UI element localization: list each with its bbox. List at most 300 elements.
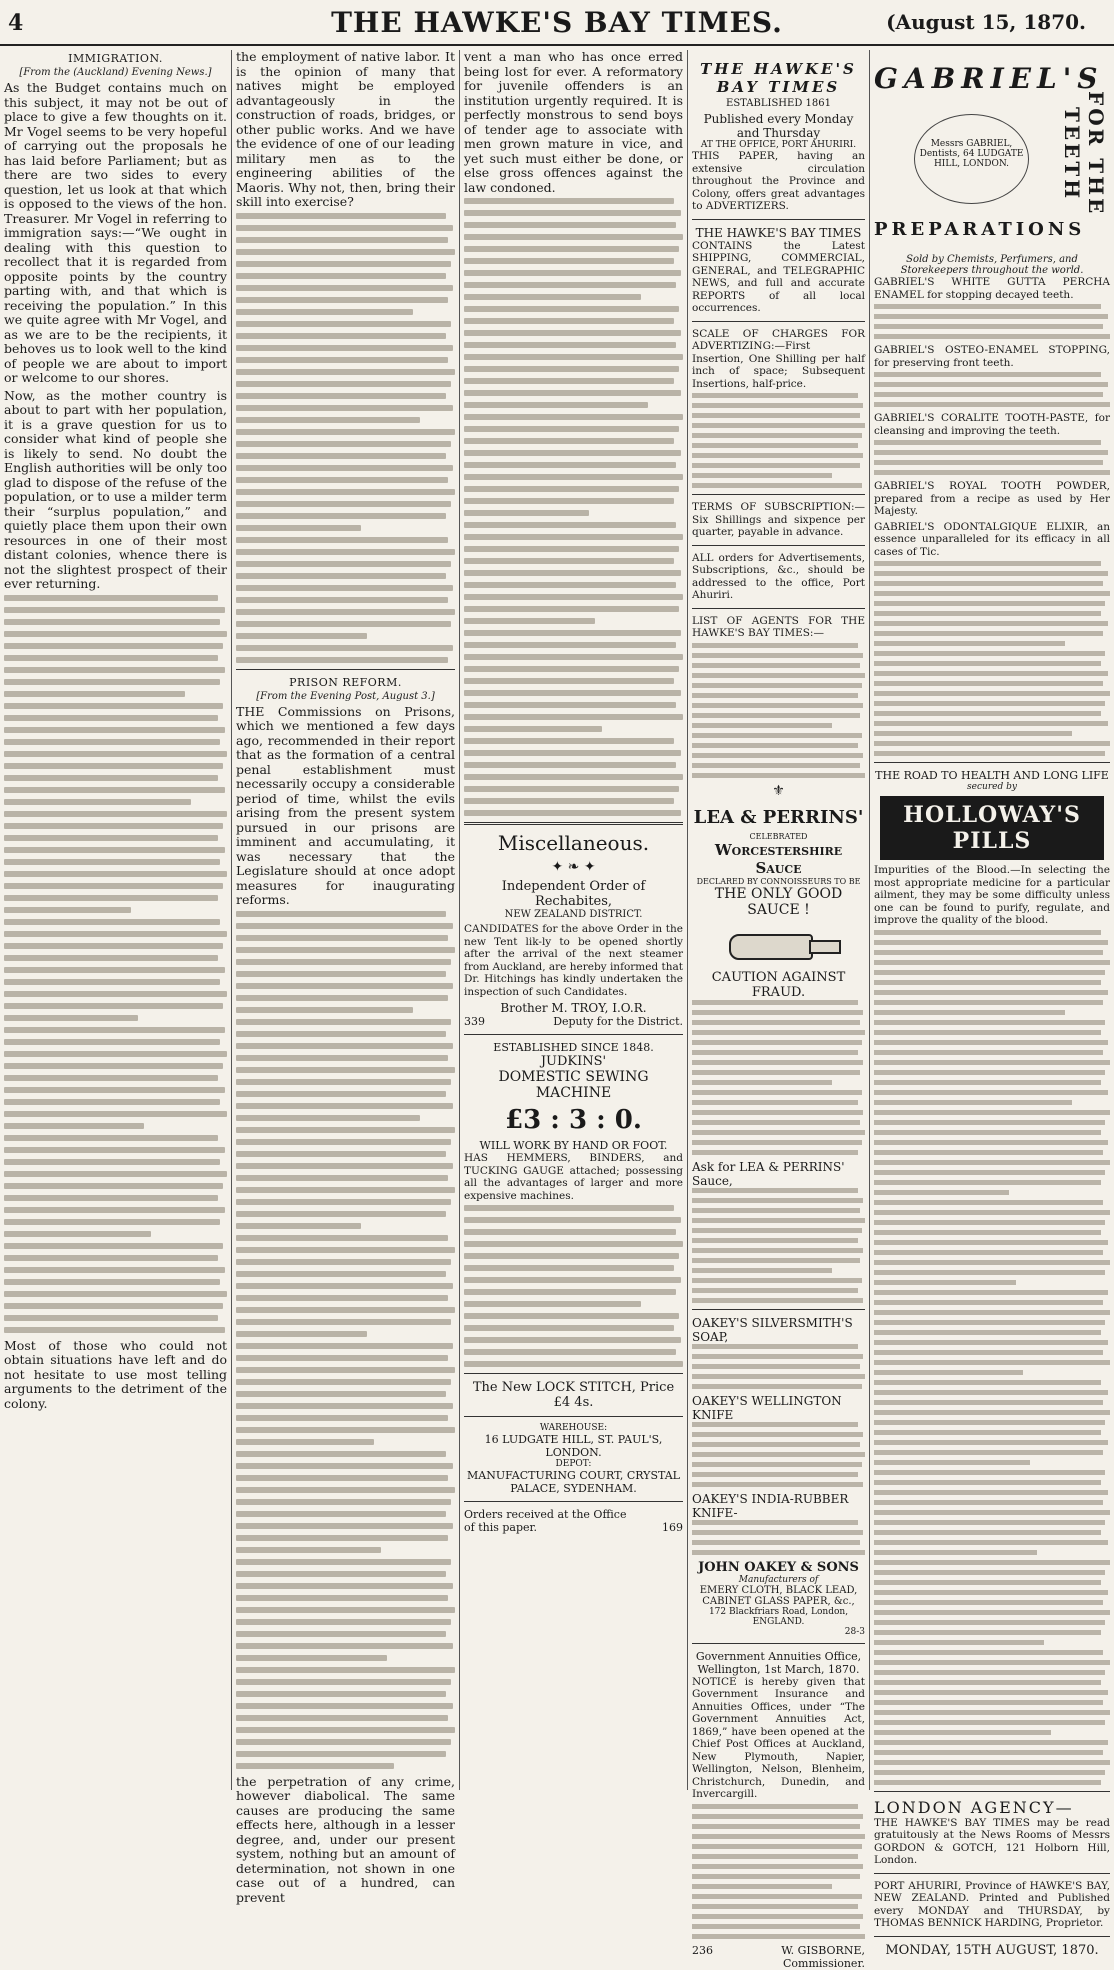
text-line-filler	[236, 393, 446, 399]
text-line-filler	[4, 967, 225, 973]
text-line-filler	[874, 382, 1108, 387]
text-line-filler	[464, 762, 676, 768]
text-line-filler	[874, 1210, 1110, 1215]
text-line-filler	[874, 1080, 1101, 1085]
article-paragraph: vent a man who has once erred being lost for ever. A reformatory for juvenile offenders is an institution urgently required. It is perfectly monstrous to send boys of tender age to associate with men grown mature in vice, and yet such must either be done, or else gross offences against the law condoned.	[464, 49, 683, 195]
text-line-filler	[874, 1770, 1105, 1775]
ad-oakey-firm: JOHN OAKEY & SONS	[698, 1559, 859, 1575]
holloway-secured: secured by	[967, 782, 1017, 792]
text-line-filler	[464, 534, 683, 540]
text-line-filler	[464, 438, 674, 444]
divider	[464, 1416, 683, 1417]
text-line-filler	[236, 1607, 455, 1613]
text-line-filler	[236, 405, 453, 411]
text-line-filler	[692, 1834, 865, 1839]
text-line-filler	[236, 645, 453, 651]
gabriel-advertisement	[874, 54, 1110, 254]
text-line-filler	[874, 1030, 1101, 1035]
text-line-filler	[236, 1175, 448, 1181]
text-line-filler	[4, 1279, 220, 1285]
article-paragraph: THE Commissions on Prisons, which we mentioned a few days ago, recommended in their report that as the formation of a central penal establishment must necessarily occupy a considerable period of time, whilst the evils arising from the present system pursued in our prisons are imminent and accumulating, it was necessary that the Legislature should at once adopt measures for inaugurating reforms.	[236, 703, 455, 907]
text-line-filler	[236, 1343, 453, 1349]
text-line-filler	[464, 282, 676, 288]
text-line-filler	[464, 1337, 681, 1343]
text-line-filler	[236, 1307, 455, 1313]
text-line-filler	[236, 1571, 446, 1577]
text-line-filler	[464, 510, 589, 516]
text-line-filler	[4, 1267, 225, 1273]
text-line-filler	[874, 1300, 1103, 1305]
text-line-filler	[874, 751, 1105, 756]
text-line-filler	[464, 1349, 676, 1355]
text-line-filler	[236, 1199, 451, 1205]
ad-body-filler	[692, 1344, 865, 1389]
text-line-filler	[236, 261, 451, 267]
text-line-filler	[236, 1463, 453, 1469]
text-line-filler	[464, 750, 681, 756]
ad-number: 339	[464, 1015, 485, 1028]
divider	[236, 669, 455, 670]
text-line-filler	[236, 1451, 446, 1457]
text-line-filler	[874, 1100, 1072, 1105]
text-line-filler	[464, 558, 674, 564]
text-line-filler	[236, 1739, 451, 1745]
text-line-filler	[874, 1200, 1103, 1205]
text-line-filler	[874, 641, 1065, 646]
divider	[874, 762, 1110, 763]
text-line-filler	[874, 681, 1103, 686]
ad-oakey-mfr: Manufacturers of	[738, 1574, 819, 1585]
text-line-filler	[4, 1063, 223, 1069]
text-line-filler	[236, 1475, 448, 1481]
text-line-filler	[874, 1440, 1108, 1445]
text-line-filler	[874, 1690, 1108, 1695]
text-line-filler	[236, 525, 361, 531]
text-line-filler	[692, 1884, 832, 1889]
ad-title-rechabites: Independent Order of Rechabites,	[501, 879, 646, 909]
text-line-filler	[4, 715, 218, 721]
text-line-filler	[874, 1560, 1110, 1565]
text-line-filler	[4, 1123, 144, 1129]
established-line: ESTABLISHED 1861	[726, 98, 831, 109]
text-line-filler	[236, 609, 455, 615]
text-line-filler	[464, 1289, 676, 1295]
text-line-filler	[236, 1667, 455, 1673]
text-line-filler	[692, 1442, 860, 1447]
text-line-filler	[692, 1914, 863, 1919]
text-line-filler	[236, 573, 446, 579]
text-line-filler	[236, 1139, 451, 1145]
ad-title-sewing-machine: DOMESTIC SEWING MACHINE	[498, 1069, 649, 1101]
text-line-filler	[692, 683, 862, 688]
text-line-filler	[874, 1480, 1101, 1485]
text-line-filler	[874, 581, 1103, 586]
text-line-filler	[874, 1070, 1105, 1075]
text-line-filler	[874, 1500, 1103, 1505]
text-line-filler	[874, 1660, 1110, 1665]
text-line-filler	[464, 606, 679, 612]
london-agency-text: THE HAWKE'S BAY TIMES may be read gratuitously at the News Rooms of Messrs GORDON & GOTCH, 121 Holborn Hill, London.	[874, 1816, 1110, 1866]
text-line-filler	[692, 433, 862, 438]
text-line-filler	[464, 234, 683, 240]
text-line-filler	[464, 462, 676, 468]
text-line-filler	[874, 1610, 1110, 1615]
text-line-filler	[236, 1235, 448, 1241]
text-line-filler	[4, 1003, 223, 1009]
article-source: [From the (Auckland) Evening News.]	[19, 67, 212, 78]
text-line-filler	[4, 979, 220, 985]
ad-subtitle: NEW ZEALAND DISTRICT.	[504, 909, 643, 920]
text-line-filler	[464, 570, 681, 576]
ad-depot-label: DEPOT:	[555, 1459, 592, 1469]
text-line-filler	[464, 354, 683, 360]
text-line-filler	[692, 423, 865, 428]
text-line-filler	[874, 470, 1110, 475]
text-line-filler	[874, 1580, 1101, 1585]
text-line-filler	[692, 473, 832, 478]
text-line-filler	[874, 1600, 1103, 1605]
text-line-filler	[692, 643, 858, 648]
text-line-filler	[236, 983, 453, 989]
text-line-filler	[874, 1220, 1105, 1225]
text-line-filler	[236, 1355, 448, 1361]
imprint: PORT AHURIRI, Province of HAWKE'S BAY, NEW ZEALAND. Printed and Published every MONDAY and THURSDAY, by THOMAS BENNICK HARDING, Proprietor.	[874, 1879, 1110, 1929]
text-line-filler	[236, 1727, 455, 1733]
text-line-filler	[236, 1103, 453, 1109]
ad-body-filler	[874, 561, 1110, 756]
text-line-filler	[236, 1391, 446, 1397]
text-line-filler	[874, 980, 1101, 985]
subscription-paragraph: TERMS OF SUBSCRIPTION:—Six Shillings and sixpence per quarter, payable in advance.	[692, 501, 865, 538]
text-line-filler	[692, 1110, 863, 1115]
text-line-filler	[464, 798, 674, 804]
text-line-filler	[464, 222, 676, 228]
text-line-filler	[874, 1350, 1103, 1355]
text-line-filler	[874, 1170, 1105, 1175]
text-line-filler	[236, 333, 446, 339]
divider	[692, 321, 865, 322]
text-line-filler	[4, 1207, 225, 1213]
office-line: AT THE OFFICE, PORT AHURIRI.	[700, 140, 857, 150]
text-line-filler	[874, 1590, 1108, 1595]
text-line-filler	[874, 671, 1108, 676]
text-line-filler	[874, 1280, 1016, 1285]
ad-orders-note: Orders received at the Office of this paper.	[464, 1508, 627, 1534]
text-line-filler	[4, 931, 227, 937]
page-number: 4	[8, 10, 24, 36]
text-line-filler	[874, 1490, 1108, 1495]
text-line-filler	[236, 1055, 448, 1061]
text-line-filler	[4, 1039, 220, 1045]
agents-heading: LIST OF AGENTS FOR THE HAWKE'S BAY TIMES:—	[692, 614, 865, 639]
text-line-filler	[236, 1067, 455, 1073]
text-line-filler	[874, 970, 1105, 975]
text-line-filler	[874, 691, 1110, 696]
text-line-filler	[692, 1824, 860, 1829]
published-line: Published every Monday and Thursday	[703, 112, 854, 140]
text-line-filler	[874, 304, 1101, 309]
ad-number: 236	[692, 1943, 713, 1957]
divider	[874, 1936, 1110, 1937]
text-line-filler	[692, 693, 858, 698]
text-line-filler	[236, 1427, 455, 1433]
text-line-filler	[874, 324, 1103, 329]
text-line-filler	[464, 678, 674, 684]
ad-oakey-address: 172 Blackfriars Road, London, ENGLAND.	[708, 1606, 849, 1627]
ad-oakey-soap: OAKEY'S SILVERSMITH'S SOAP,	[692, 1315, 853, 1344]
text-line-filler	[464, 1205, 674, 1211]
text-line-filler	[4, 847, 225, 853]
section-heading-miscellaneous: Miscellaneous.	[497, 831, 650, 855]
gabriel-for-teeth: FOR THE TEETH	[1060, 91, 1108, 217]
text-line-filler	[692, 743, 858, 748]
text-line-filler	[4, 655, 218, 661]
text-line-filler	[4, 1111, 227, 1117]
text-line-filler	[464, 522, 676, 528]
text-line-filler	[464, 258, 674, 264]
sold-by-line: Sold by Chemists, Perfumers, and Storekeepers throughout the world.	[900, 254, 1084, 276]
text-line-filler	[464, 786, 679, 792]
text-line-filler	[692, 1874, 860, 1879]
text-line-filler	[874, 314, 1108, 319]
text-line-filler	[692, 1364, 860, 1369]
text-line-filler	[464, 642, 676, 648]
ad-number: 28-3	[844, 1626, 865, 1637]
ad-warehouse-label: WAREHOUSE:	[539, 1423, 608, 1433]
text-line-filler	[874, 1740, 1108, 1745]
text-line-filler	[4, 823, 223, 829]
article-heading-immigration: IMMIGRATION.	[68, 52, 163, 65]
text-line-filler	[4, 667, 225, 673]
text-line-filler	[874, 1190, 1009, 1195]
text-line-filler	[874, 1160, 1110, 1165]
text-line-filler	[874, 1140, 1108, 1145]
text-line-filler	[874, 1020, 1105, 1025]
text-line-filler	[4, 739, 220, 745]
text-line-filler	[236, 381, 451, 387]
ad-body-filler	[464, 1205, 683, 1367]
text-line-filler	[692, 1550, 865, 1555]
gabriel-product: GABRIEL'S ODONTALGIQUE ELIXIR, an essence unparalleled for its efficacy in all cases of Tic.	[874, 520, 1110, 558]
holloway-paragraph: Impurities of the Blood.—In selecting the most appropriate medicine for a particular ailment, they may be some difficulty unless one can be found to purify, regulate, and improve the quality of the blood.	[874, 864, 1110, 926]
text-line-filler	[874, 1270, 1105, 1275]
text-line-filler	[236, 1115, 420, 1121]
text-line-filler	[874, 621, 1108, 626]
text-line-filler	[4, 1075, 218, 1081]
text-line-filler	[236, 1319, 451, 1325]
text-line-filler	[874, 1640, 1044, 1645]
text-line-filler	[4, 679, 220, 685]
text-line-filler	[236, 1187, 455, 1193]
text-line-filler	[236, 1415, 448, 1421]
text-line-filler	[692, 1344, 858, 1349]
gov-role: Commissioner.	[783, 1956, 865, 1970]
text-line-filler	[874, 1150, 1103, 1155]
text-line-filler	[464, 618, 595, 624]
text-line-filler	[874, 1760, 1110, 1765]
text-line-filler	[464, 1313, 679, 1319]
article-body-filler	[464, 198, 683, 816]
ad-oakey-knife: OAKEY'S WELLINGTON KNIFE	[692, 1393, 842, 1422]
text-line-filler	[692, 1924, 860, 1929]
text-line-filler	[236, 1259, 451, 1265]
text-line-filler	[4, 1027, 225, 1033]
text-line-filler	[874, 1420, 1105, 1425]
text-line-filler	[692, 1844, 862, 1849]
text-line-filler	[692, 673, 865, 678]
text-line-filler	[464, 402, 648, 408]
text-line-filler	[692, 1864, 863, 1869]
ad-caution-heading: CAUTION AGAINST FRAUD.	[711, 969, 846, 1000]
text-line-filler	[236, 657, 448, 663]
text-line-filler	[692, 1000, 858, 1005]
ad-ask-line: Ask for LEA & PERRINS' Sauce,	[692, 1159, 845, 1188]
text-line-filler	[464, 342, 676, 348]
text-line-filler	[692, 1258, 860, 1263]
text-line-filler	[874, 990, 1108, 995]
text-line-filler	[692, 1070, 860, 1075]
divider	[464, 822, 683, 825]
text-line-filler	[236, 477, 448, 483]
text-line-filler	[692, 1472, 858, 1477]
divider	[692, 608, 865, 609]
text-line-filler	[236, 1247, 455, 1253]
text-line-filler	[464, 198, 674, 204]
column-2	[232, 49, 460, 1905]
text-line-filler	[236, 971, 446, 977]
text-line-filler	[874, 1720, 1105, 1725]
text-line-filler	[236, 441, 451, 447]
text-line-filler	[4, 619, 220, 625]
text-line-filler	[236, 249, 455, 255]
divider	[692, 1643, 865, 1644]
text-line-filler	[874, 1360, 1110, 1365]
text-line-filler	[4, 595, 218, 601]
text-line-filler	[874, 392, 1103, 397]
text-line-filler	[4, 607, 225, 613]
text-line-filler	[236, 225, 453, 231]
text-line-filler	[874, 1340, 1108, 1345]
text-line-filler	[464, 426, 679, 432]
text-line-filler	[692, 1530, 863, 1535]
ad-depot-address: MANUFACTURING COURT, CRYSTAL PALACE, SYDENHAM.	[467, 1469, 680, 1495]
text-line-filler	[4, 1147, 225, 1153]
text-line-filler	[4, 811, 227, 817]
text-line-filler	[874, 1470, 1105, 1475]
newspaper-title: THE HAWKE'S BAY TIMES.	[331, 6, 783, 39]
text-line-filler	[236, 489, 455, 495]
text-line-filler	[236, 1487, 455, 1493]
text-line-filler	[236, 947, 455, 953]
text-line-filler	[874, 930, 1101, 935]
text-line-filler	[692, 753, 863, 758]
text-line-filler	[692, 1228, 862, 1233]
text-line-filler	[692, 1452, 865, 1457]
text-line-filler	[464, 1301, 641, 1307]
text-line-filler	[236, 1655, 387, 1661]
ad-established: ESTABLISHED SINCE 1848.	[493, 1041, 654, 1054]
text-line-filler	[236, 561, 451, 567]
text-line-filler	[4, 1099, 220, 1105]
text-line-filler	[692, 703, 863, 708]
text-line-filler	[874, 601, 1105, 606]
text-line-filler	[236, 1643, 453, 1649]
article-body-filler	[236, 213, 455, 663]
text-line-filler	[4, 1291, 227, 1297]
ad-text: CANDIDATES for the above Order in the new Tent lik-ly to be opened shortly after the arrival of the next steamer from Auckland, are hereby informed that Dr. Hitchings has kindly undertaken the inspection of such Candidates.	[464, 923, 683, 998]
text-line-filler	[4, 1315, 218, 1321]
article-paragraph: the perpetration of any crime, however diabolical. The same causes are producing the same effects here, although in a lesser degree, and, under our present system, nothing but an amount of determination, not shown in one case out of a hundred, can prevent	[236, 1773, 455, 1905]
text-line-filler	[4, 1051, 227, 1057]
gov-notice-text: NOTICE is hereby given that Government Insurance and Annuities Offices, under “The Government Annuities Act, 1869,” have been opened at the Chief Post Offices at Auckland, New Plymouth, Napier, Wellington, Nelson, Blenheim, Christchurch, Dunedin, and Invercargill.	[692, 1675, 865, 1800]
ad-signature: Brother M. TROY, I.O.R.	[500, 1001, 647, 1015]
article-paragraph: Most of those who could not obtain situations have left and do not hesitate to use most telling arguments to the detriment of the colony.	[4, 1337, 227, 1411]
text-line-filler	[874, 1050, 1103, 1055]
ad-celebrated: CELEBRATED	[749, 831, 808, 841]
text-line-filler	[464, 738, 674, 744]
text-line-filler	[236, 1007, 413, 1013]
text-line-filler	[874, 1250, 1103, 1255]
text-line-filler	[236, 1751, 446, 1757]
text-line-filler	[874, 440, 1101, 445]
divider	[692, 1309, 865, 1310]
text-line-filler	[236, 1211, 446, 1217]
text-line-filler	[236, 549, 455, 555]
text-line-filler	[464, 1361, 683, 1367]
gabriel-product: GABRIEL'S ROYAL TOOTH POWDER, prepared from a recipe as used by Her Majesty.	[874, 480, 1110, 517]
text-line-filler	[236, 1511, 446, 1517]
ad-body-filler	[692, 1422, 865, 1487]
text-line-filler	[4, 871, 227, 877]
text-line-filler	[464, 306, 679, 312]
text-line-filler	[874, 731, 1072, 736]
text-line-filler	[4, 883, 223, 889]
text-line-filler	[692, 1248, 863, 1253]
text-line-filler	[692, 1854, 858, 1859]
ad-brand-judkins: JUDKINS'	[540, 1054, 607, 1069]
text-line-filler	[236, 345, 453, 351]
text-line-filler	[236, 1703, 453, 1709]
gabriel-product: GABRIEL'S CORALITE TOOTH-PASTE, for cleansing and improving the teeth.	[874, 412, 1110, 437]
text-line-filler	[692, 1140, 862, 1145]
text-line-filler	[692, 1198, 863, 1203]
text-line-filler	[692, 1540, 860, 1545]
text-line-filler	[464, 1265, 674, 1271]
text-line-filler	[236, 1547, 381, 1553]
info-filler	[692, 393, 865, 488]
gabriel-product: GABRIEL'S OSTEO-ENAMEL STOPPING, for preserving front teeth.	[874, 344, 1110, 369]
text-line-filler	[692, 1238, 858, 1243]
text-line-filler	[4, 631, 227, 637]
text-line-filler	[236, 1295, 448, 1301]
text-line-filler	[692, 1288, 858, 1293]
newspaper-logo: THE HAWKE'S BAY TIMES	[700, 60, 857, 96]
ad-body-filler	[692, 1520, 865, 1555]
text-line-filler	[464, 474, 683, 480]
text-line-filler	[236, 585, 453, 591]
text-line-filler	[236, 297, 448, 303]
text-line-filler	[692, 663, 860, 668]
text-line-filler	[236, 1091, 446, 1097]
text-line-filler	[236, 1079, 451, 1085]
text-line-filler	[236, 959, 451, 965]
text-line-filler	[874, 960, 1110, 965]
text-line-filler	[236, 309, 413, 315]
ad-role: Deputy for the District.	[553, 1015, 683, 1028]
text-line-filler	[464, 546, 679, 552]
text-line-filler	[874, 1550, 1037, 1555]
text-line-filler	[874, 1110, 1110, 1115]
